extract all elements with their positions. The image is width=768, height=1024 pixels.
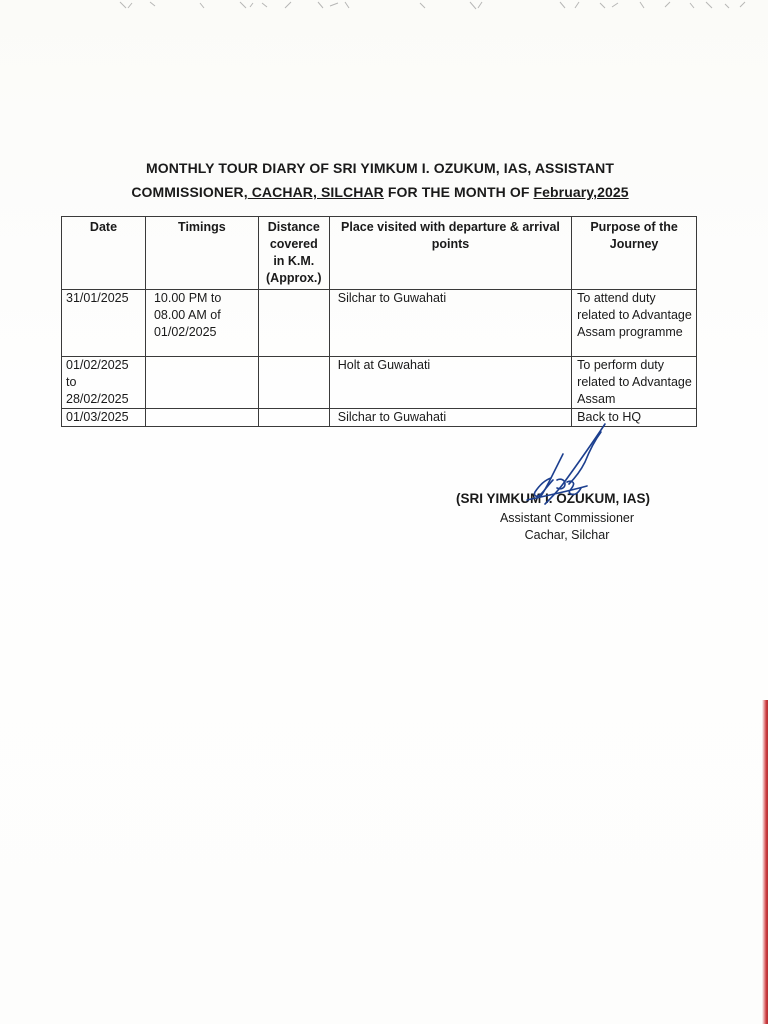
cell-date: 01/02/2025 to 28/02/2025 xyxy=(62,357,146,409)
signatory-name: (SRI YIMKUM I. OZUKUM, IAS) xyxy=(456,491,650,506)
header-date: Date xyxy=(62,217,146,290)
table-row xyxy=(62,409,697,427)
title-month: February,2025 xyxy=(533,184,629,200)
cell-date: 31/01/2025 xyxy=(62,290,146,357)
title-line-2-prefix: COMMISSIONER, xyxy=(131,184,248,200)
title-place: CACHAR, SILCHAR xyxy=(247,184,384,200)
header-distance: Distance covered in K.M. (Approx.) xyxy=(258,217,329,290)
cell-distance xyxy=(258,357,329,409)
signatory-designation: Assistant Commissioner xyxy=(499,511,635,525)
table-header-row xyxy=(62,217,697,290)
table-row xyxy=(62,290,697,357)
title-line-1: MONTHLY TOUR DIARY OF SRI YIMKUM I. OZUKUM, IAS, ASSISTANT xyxy=(145,160,615,176)
title-line-2-middle: FOR THE MONTH OF xyxy=(383,184,534,200)
title-line-2 xyxy=(60,180,700,204)
signatory-office: Cachar, Silchar xyxy=(524,528,610,542)
cell-purpose: Back to HQ xyxy=(572,409,697,427)
cell-date: 01/03/2025 xyxy=(62,409,146,427)
header-purpose: Purpose of the Journey xyxy=(572,217,697,290)
cell-distance xyxy=(258,290,329,357)
document-title xyxy=(60,156,700,204)
cell-place: Holt at Guwahati xyxy=(329,357,571,409)
cell-timings: 10.00 PM to 08.00 AM of 01/02/2025 xyxy=(145,290,258,357)
page-edge-shadow xyxy=(762,700,768,1024)
cell-distance xyxy=(258,409,329,427)
cell-timings xyxy=(145,409,258,427)
signatory-block xyxy=(452,490,682,544)
header-place: Place visited with departure & arrival points xyxy=(329,217,571,290)
bleed-through-marks xyxy=(0,0,768,12)
cell-timings xyxy=(145,357,258,409)
tour-diary-table xyxy=(61,216,697,427)
cell-place: Silchar to Guwahati xyxy=(329,409,571,427)
cell-purpose: To perform duty related to Advantage Assam xyxy=(572,357,697,409)
header-timings: Timings xyxy=(145,217,258,290)
cell-place: Silchar to Guwahati xyxy=(329,290,571,357)
table-row xyxy=(62,357,697,409)
cell-purpose: To attend duty related to Advantage Assam programme xyxy=(572,290,697,357)
